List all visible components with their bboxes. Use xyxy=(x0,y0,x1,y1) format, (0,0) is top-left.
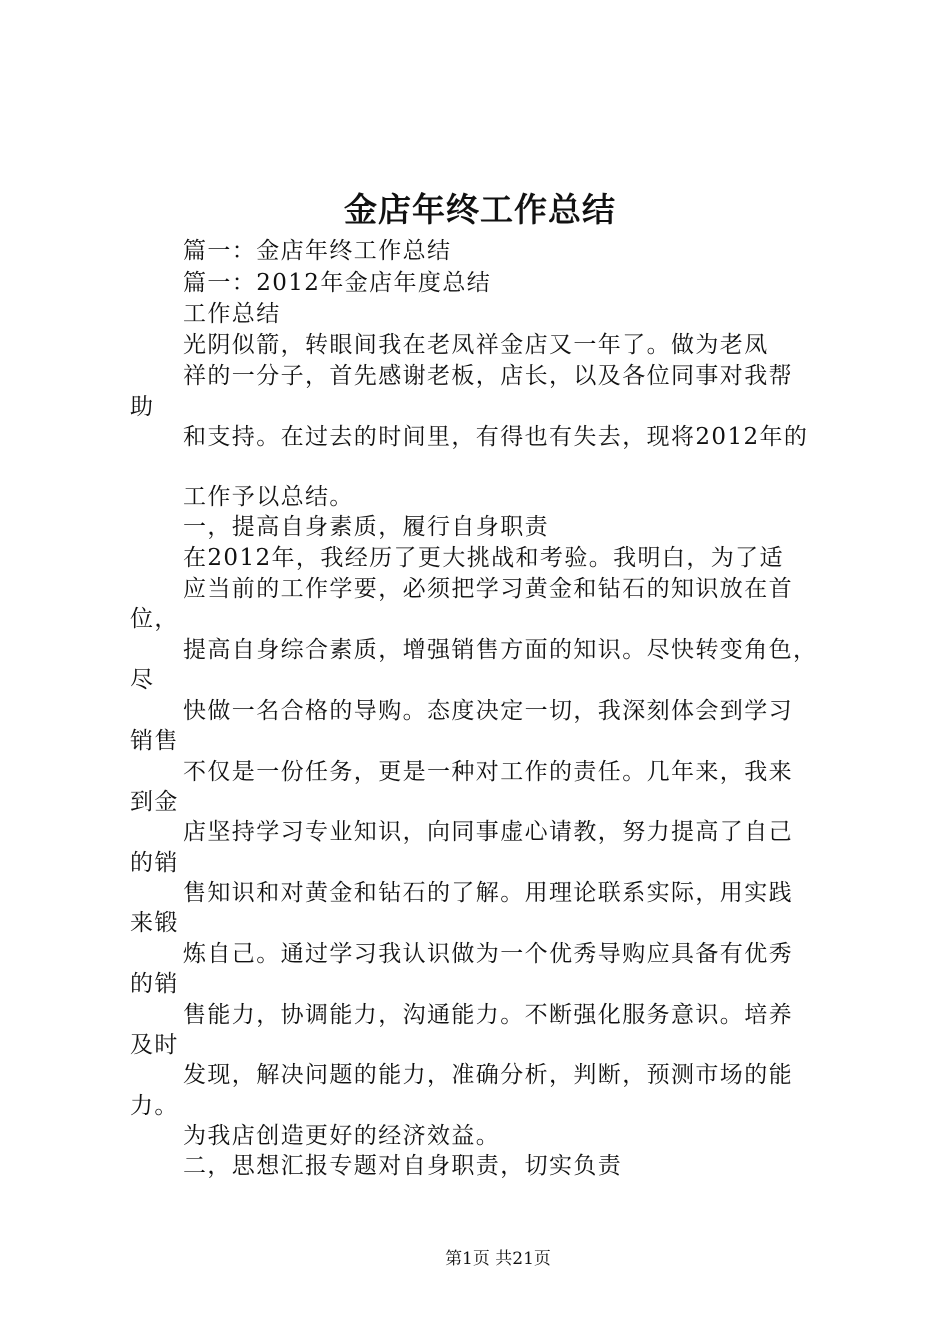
text-line-14: 尽 xyxy=(130,667,155,693)
text-line-27: 发现，解决问题的能力，准确分析，判断，预测市场的能 xyxy=(183,1062,793,1088)
text-line-29: 为我店创造更好的经济效益。 xyxy=(183,1123,501,1149)
text-line-8: 工作予以总结。 xyxy=(183,484,354,510)
text-line-10: 在2012年，我经历了更大挑战和考验。我明白，为了适 xyxy=(183,545,784,571)
text-line-26: 及时 xyxy=(130,1032,179,1058)
text-line-17: 不仅是一份任务，更是一种对工作的责任。几年来，我来 xyxy=(183,759,793,785)
text-line-12: 位， xyxy=(130,606,179,632)
text-line-5: 祥的一分子，首先感谢老板，店长，以及各位同事对我帮 xyxy=(183,363,793,389)
text-line-15: 快做一名合格的导购。态度决定一切，我深刻体会到学习 xyxy=(183,698,793,724)
text-line-13: 提高自身综合素质，增强销售方面的知识。尽快转变角色， xyxy=(183,637,818,663)
page-footer: 第1页 共21页 xyxy=(445,1249,551,1269)
document-title: 金店年终工作总结 xyxy=(344,190,616,229)
text-line-7: 和支持。在过去的时间里，有得也有失去，现将2012年的 xyxy=(183,424,809,450)
text-line-19: 店坚持学习专业知识，向同事虚心请教，努力提高了自己 xyxy=(183,819,793,845)
text-line-11: 应当前的工作学要，必须把学习黄金和钻石的知识放在首 xyxy=(183,576,793,602)
text-line-23: 炼自己。通过学习我认识做为一个优秀导购应具备有优秀 xyxy=(183,941,793,967)
text-line-9: 一，提高自身素质，履行自身职责 xyxy=(183,514,549,540)
text-line-6: 助 xyxy=(130,394,155,420)
text-line-24: 的销 xyxy=(130,971,179,997)
text-line-22: 来锻 xyxy=(130,910,179,936)
text-line-20: 的销 xyxy=(130,850,179,876)
text-line-25: 售能力，协调能力，沟通能力。不断强化服务意识。培养 xyxy=(183,1002,793,1028)
text-line-1: 篇一：金店年终工作总结 xyxy=(183,238,452,264)
text-line-21: 售知识和对黄金和钻石的了解。用理论联系实际，用实践 xyxy=(183,880,793,906)
text-line-30: 二，思想汇报专题对自身职责，切实负责 xyxy=(183,1153,623,1179)
text-line-3: 工作总结 xyxy=(183,301,281,327)
text-line-2: 篇一：2012年金店年度总结 xyxy=(183,270,492,296)
text-line-28: 力。 xyxy=(130,1093,179,1119)
text-line-18: 到金 xyxy=(130,789,179,815)
text-line-16: 销售 xyxy=(130,728,179,754)
text-line-4: 光阴似箭，转眼间我在老凤祥金店又一年了。做为老凤 xyxy=(183,332,769,358)
